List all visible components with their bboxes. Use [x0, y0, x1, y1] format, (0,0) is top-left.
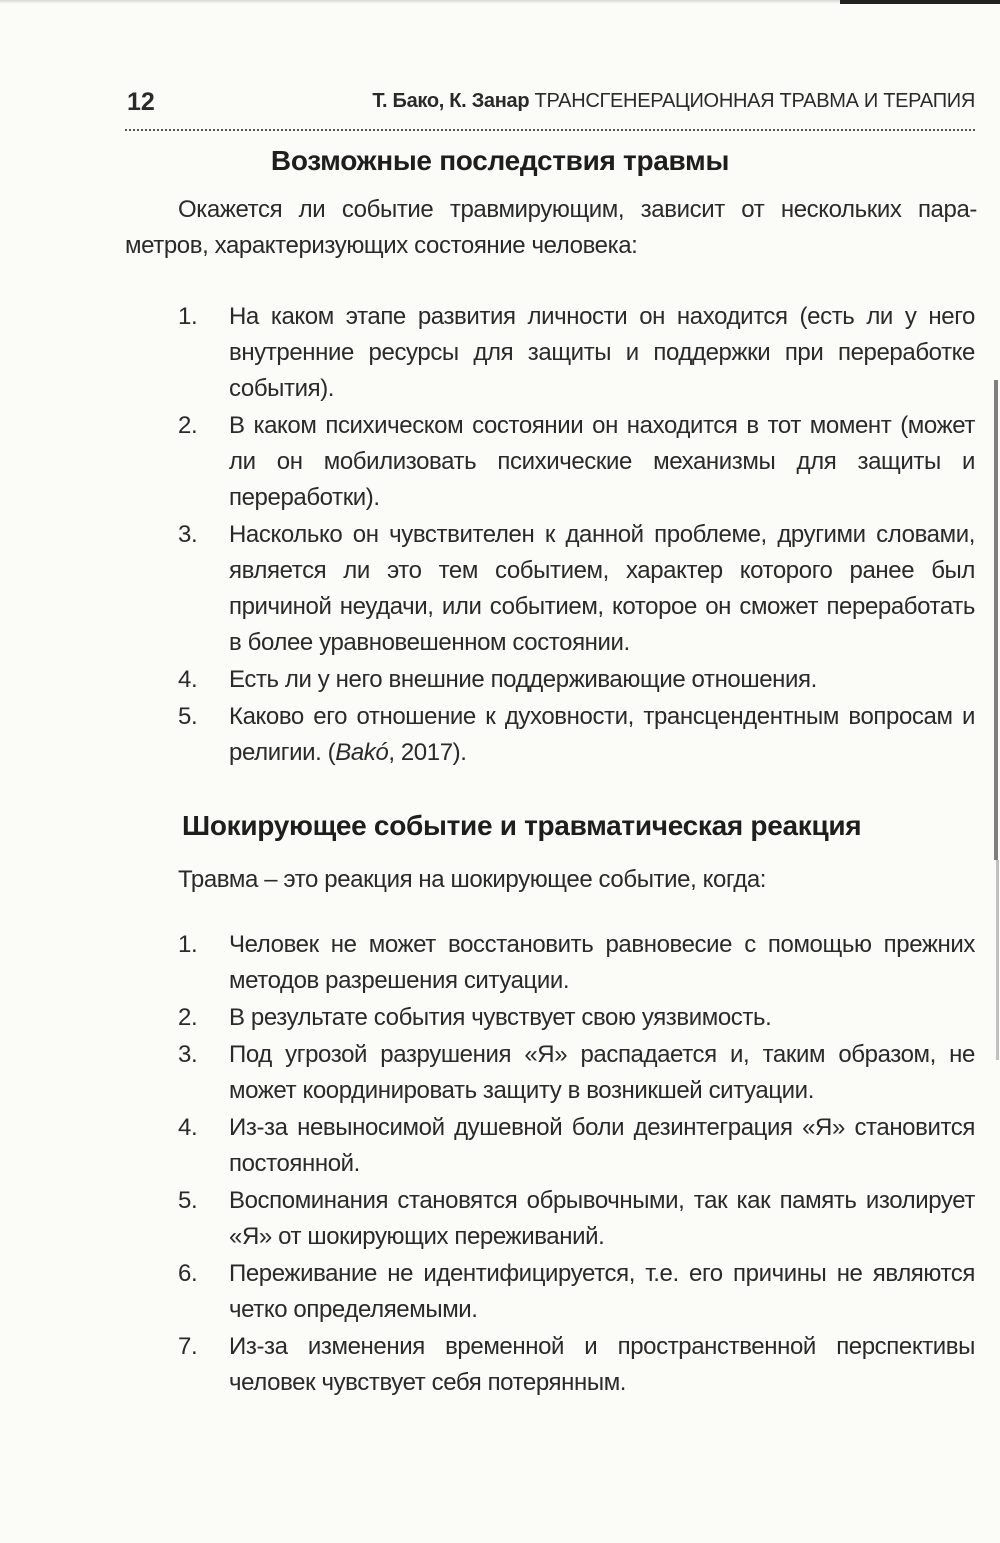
list-item: [178, 1037, 975, 1109]
list-item-text: Переживание не идентифицируется, т.е. его причины не являются четко определяемыми.: [229, 1260, 975, 1323]
list-item: [178, 299, 975, 407]
list-item-number: 5.: [178, 1187, 198, 1214]
citation-year: , 2017).: [388, 739, 467, 766]
list-item-text: Каково его отношение к духовности, трансцендентным вопросам и религии. (: [229, 703, 975, 766]
trauma-conditions-list: [178, 927, 975, 1402]
list-item-number: 1.: [178, 303, 198, 330]
list-item-text: Насколько он чувствителен к данной проблеме, другими словами, является ли это тем событием, характер которого ранее был причиной неудачи, или событием, которое он сможет переработать в более уравновешенном состоянии.: [229, 521, 975, 656]
header-dotted-rule: [125, 129, 975, 131]
running-title: [372, 90, 975, 113]
list-item-text: Под угрозой разрушения «Я» распадается и, таким образом, не может координировать защиту в возникшей ситуации.: [229, 1041, 975, 1104]
section1-intro-line2: метров, характеризующих состояние человека:: [125, 232, 638, 259]
list-item-number: 3.: [178, 1041, 198, 1068]
page-binding-edge-lower: [996, 860, 999, 1060]
list-item-number: 4.: [178, 666, 198, 693]
list-item-text: Воспоминания становятся обрывочными, так как память изолирует «Я» от шокирующих переживаний.: [229, 1187, 975, 1250]
list-item-text: Из-за невыносимой душевной боли дезинтеграция «Я» становится постоянной.: [229, 1114, 975, 1177]
list-item: [178, 662, 975, 698]
list-item-number: 7.: [178, 1333, 198, 1360]
list-item-number: 1.: [178, 931, 198, 958]
page-top-edge: [840, 0, 1000, 4]
page-binding-edge: [994, 380, 998, 860]
list-item-text: Есть ли у него внешние поддерживающие отношения.: [229, 666, 817, 693]
list-item-number: 4.: [178, 1114, 198, 1141]
list-item-text: В каком психическом состоянии он находится в тот момент (может ли он мобилизовать психические механизмы для защиты и переработки).: [229, 412, 975, 511]
section1-intro-line1: Окажется ли событие травмирующим, зависит от нескольких пара-: [178, 196, 977, 223]
list-item-number: 3.: [178, 521, 198, 548]
list-item: [178, 699, 975, 771]
section-heading-shock-event: Шокирующее событие и травматическая реакция: [182, 810, 862, 841]
header-authors: Т. Бако, К. Занар: [372, 90, 530, 112]
page-number: 12: [127, 88, 155, 116]
section1-intro: [125, 192, 977, 264]
header-book-title: ТРАНСГЕНЕРАЦИОННАЯ ТРАВМА И ТЕРАПИЯ: [534, 90, 975, 112]
list-item-number: 5.: [178, 703, 198, 730]
list-item-number: 2.: [178, 1004, 198, 1031]
list-item-number: 6.: [178, 1260, 198, 1287]
list-item: [178, 1110, 975, 1182]
list-item: [178, 408, 975, 516]
list-item: [178, 1256, 975, 1328]
citation-author: Bakó: [335, 739, 389, 766]
list-item-text: На каком этапе развития личности он находится (есть ли у него внутренние ресурсы для защиты и поддержки при переработке события).: [229, 303, 975, 402]
consequences-list: [178, 299, 975, 772]
list-item-text: В результате события чувствует свою уязвимость.: [229, 1004, 772, 1031]
list-item-text: Человек не может восстановить равновесие с помощью прежних методов разрешения ситуации.: [229, 931, 975, 994]
section-heading-consequences: Возможные последствия травмы: [270, 145, 730, 176]
list-item: [178, 1183, 975, 1255]
section2-intro: Травма – это реакция на шокирующее событие, когда:: [178, 866, 767, 893]
list-item: [178, 517, 975, 661]
list-item: [178, 1329, 975, 1401]
list-item-number: 2.: [178, 412, 198, 439]
list-item: [178, 927, 975, 999]
list-item-text: Из-за изменения временной и пространственной перспективы человек чувствует себя потерянным.: [229, 1333, 975, 1396]
running-header: [125, 86, 980, 126]
list-item: [178, 1000, 975, 1036]
